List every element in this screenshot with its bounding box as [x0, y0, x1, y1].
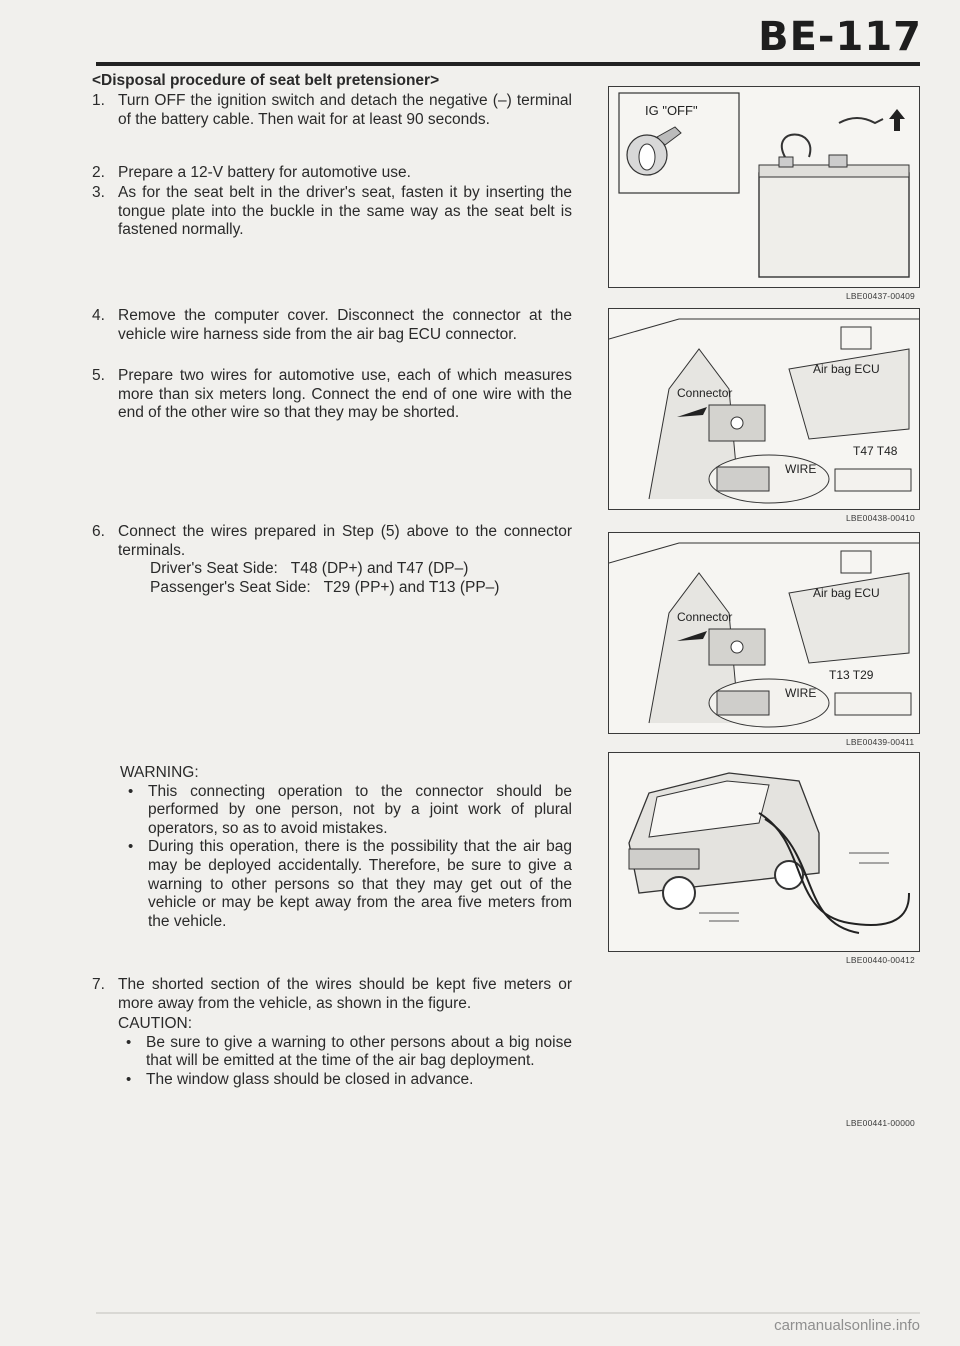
warning-block	[120, 764, 572, 931]
step-text: As for the seat belt in the driver's seat, fasten it by inserting the tongue plate into the buckle in the same way as the seat belt is fastened normally.	[118, 184, 572, 239]
ecu-label: Air bag ECU	[813, 362, 880, 376]
figure-code: LBE00439-00411	[846, 737, 915, 747]
wire-label: WIRE	[785, 686, 817, 700]
step-2	[92, 164, 572, 183]
connector-label: Connector	[677, 386, 733, 400]
watermark: carmanualsonline.info	[774, 1317, 920, 1334]
footer-rule	[96, 1312, 920, 1314]
terminal-assignments	[150, 560, 572, 597]
figure-code: LBE00440-00412	[846, 955, 915, 965]
figure-connector-passenger	[608, 532, 920, 734]
step-text: Turn OFF the ignition switch and detach the negative (–) terminal of the battery cable. Then wait for at least 90 seconds.	[118, 92, 572, 128]
vehicle-illustration	[609, 753, 919, 951]
step-text: Prepare a 12-V battery for automotive use.	[118, 164, 411, 181]
caution-item: • The window glass should be closed in advance.	[118, 1071, 572, 1090]
step-6	[92, 523, 572, 597]
driver-side-terminals: T48 (DP+) and T47 (DP–)	[290, 560, 469, 578]
step-text: Connect the wires prepared in Step (5) above to the connector terminals.	[118, 523, 572, 559]
figure-vehicle-wires	[608, 752, 920, 952]
wire-label: WIRE	[785, 462, 817, 476]
caution-block	[118, 1015, 572, 1089]
connector-illustration	[609, 533, 919, 733]
driver-side-label: Driver's Seat Side:	[150, 560, 278, 578]
warning-list	[120, 783, 572, 932]
connector-label: Connector	[677, 610, 733, 624]
step-number: 1.	[92, 92, 105, 109]
step-number: 4.	[92, 307, 105, 324]
step-number: 6.	[92, 523, 105, 540]
warning-title: WARNING:	[120, 764, 199, 781]
page-number: BE-117	[758, 14, 922, 60]
figure-ignition-battery	[608, 86, 920, 288]
step-number: 3.	[92, 184, 105, 201]
warning-item: • During this operation, there is the possibility that the air bag may be deployed accidentally. Therefore, be sure to give a warning to other persons so that they may get out of the vehicle or may be kept away from the area five meters from the vehicle.	[120, 838, 572, 931]
step-4	[92, 307, 572, 344]
figure-code: LBE00437-00409	[846, 291, 915, 301]
section-heading: <Disposal procedure of seat belt pretensioner>	[92, 72, 440, 89]
step-number: 5.	[92, 367, 105, 384]
ig-off-label: IG "OFF"	[645, 103, 698, 118]
terminals-label: T13 T29	[829, 668, 874, 682]
step-text: The shorted section of the wires should be kept five meters or more away from the vehicle, as shown in the figure.	[118, 976, 572, 1012]
caution-item: • Be sure to give a warning to other persons about a big noise that will be emitted at the time of the air bag deployment.	[118, 1034, 572, 1071]
caution-list	[118, 1034, 572, 1090]
figure-code: LBE00438-00410	[846, 513, 915, 523]
battery-illustration	[609, 87, 919, 287]
warning-item: • This connecting operation to the connector should be performed by one person, not by a joint work of plural operators, so as to avoid mistakes.	[120, 783, 572, 839]
step-1	[92, 92, 572, 129]
step-3	[92, 184, 572, 240]
passenger-side-label: Passenger's Seat Side:	[150, 578, 311, 596]
ecu-label: Air bag ECU	[813, 586, 880, 600]
header-rule	[96, 62, 920, 66]
terminals-label: T47 T48	[853, 444, 898, 458]
step-7	[92, 976, 572, 1013]
step-text: Prepare two wires for automotive use, each of which measures more than six meters long. Connect the end of one wire with the end of the other wire so that they may be shorted.	[118, 367, 572, 422]
step-number: 2.	[92, 164, 105, 181]
step-text: Remove the computer cover. Disconnect the connector at the vehicle wire harness side from the air bag ECU connector.	[118, 307, 572, 343]
figure-connector-driver	[608, 308, 920, 510]
connector-illustration	[609, 309, 919, 509]
figure-code: LBE00441-00000	[846, 1118, 915, 1128]
caution-title: CAUTION:	[118, 1015, 193, 1032]
step-5	[92, 367, 572, 423]
passenger-side-terminals: T29 (PP+) and T13 (PP–)	[323, 578, 500, 596]
step-number: 7.	[92, 976, 105, 993]
